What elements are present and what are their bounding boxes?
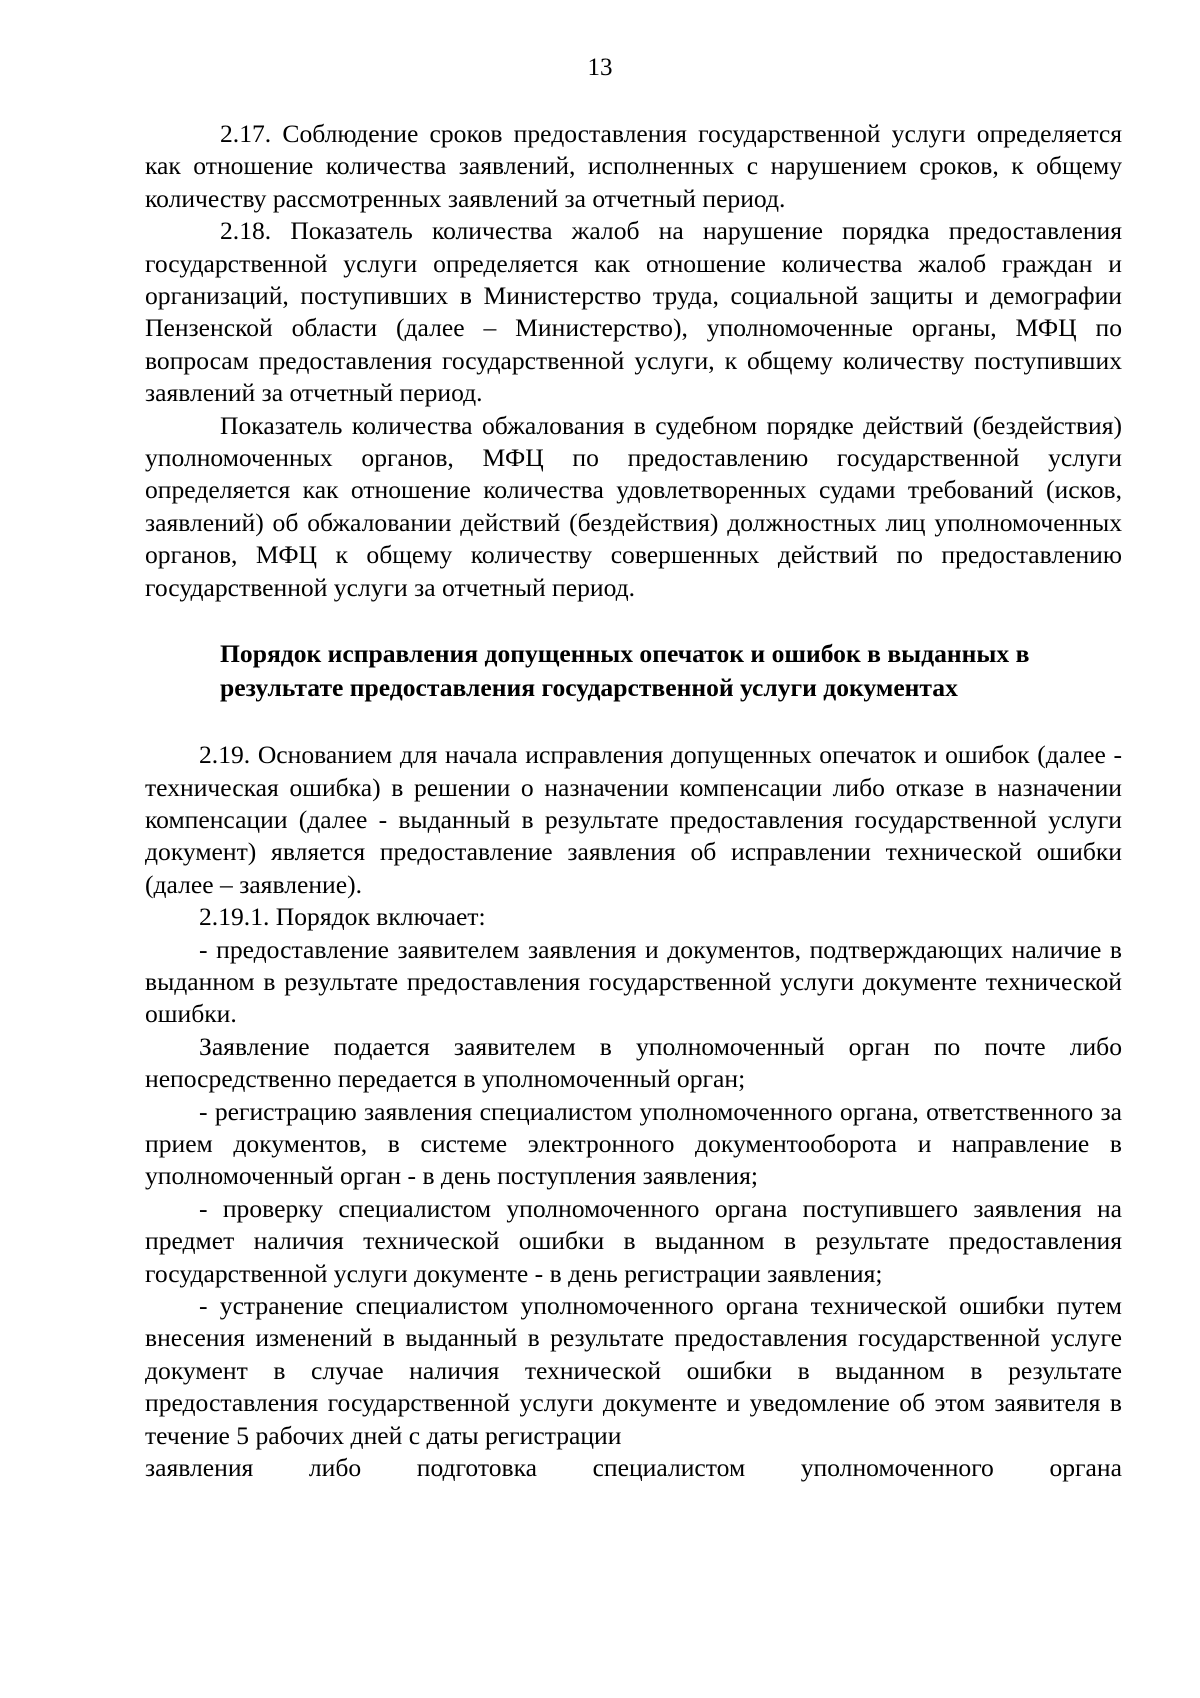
continued-word: специалистом xyxy=(592,1453,746,1483)
paragraph-submission-method: Заявление подается заявителем в уполномоченный орган по почте либо непосредственно передается в уполномоченный орган; xyxy=(145,1031,1122,1094)
page-number: 13 xyxy=(587,54,613,81)
continued-word: органа xyxy=(1049,1453,1122,1483)
continued-line xyxy=(145,1452,1122,1484)
paragraph-2-17: 2.17. Соблюдение сроков предоставления государственной услуги определяется как отношение количества заявлений, исполненных с нарушением сроков, к общему количеству рассмотренных заявлений за отчетный период. xyxy=(145,119,1122,213)
paragraph-2-19-1: 2.19.1. Порядок включает: xyxy=(199,902,486,932)
list-item-verification: - проверку специалистом уполномоченного органа поступившего заявления на предмет наличия технической ошибки в выданном в результате предоставления государственной услуги документе - в день регистрации заявления; xyxy=(145,1193,1122,1288)
continued-word: либо xyxy=(308,1453,362,1483)
section-heading-line-1: Порядок исправления допущенных опечаток и ошибок в выданных в xyxy=(220,639,1030,669)
paragraph-court-appeals: Показатель количества обжалования в судебном порядке действий (бездействия) уполномоченных органов, МФЦ по предоставлению государственной услуги определяется как отношение количества удовлетворенных судами требований (исков, заявлений) об обжаловании действий (бездействия) должностных лиц уполномоченных органов, МФЦ к общему количеству совершенных действий по предоставлению государственной услуги за отчетный период. xyxy=(145,410,1122,602)
continued-word: уполномоченного xyxy=(800,1453,994,1483)
list-item-submission: - предоставление заявителем заявления и документов, подтверждающих наличие в выданном в результате предоставления государственной услуги документе технической ошибки. xyxy=(145,934,1122,1029)
section-heading-line-2: результате предоставления государственной услуги документах xyxy=(220,673,958,703)
list-item-registration: - регистрацию заявления специалистом уполномоченного органа, ответственного за прием документов, в системе электронного документооборота и направление в уполномоченный орган - в день поступления заявления; xyxy=(145,1096,1122,1191)
paragraph-2-18: 2.18. Показатель количества жалоб на нарушение порядка предоставления государственной услуги определяется как отношение количества жалоб граждан и организаций, поступивших в Министерство труда, социальной защиты и демографии Пензенской области (далее – Министерство), уполномоченные органы, МФЦ по вопросам предоставления государственной услуги, к общему количеству поступивших заявлений за отчетный период. xyxy=(145,216,1122,408)
paragraph-2-19: 2.19. Основанием для начала исправления допущенных опечаток и ошибок (далее - техническая ошибка) в решении о назначении компенсации либо отказе в назначении компенсации (далее - выданный в результате предоставления государственной услуги документ) является предоставление заявления об исправлении технической ошибки (далее – заявление). xyxy=(145,740,1122,899)
continued-word: заявления xyxy=(145,1453,254,1483)
document-body xyxy=(145,118,1122,1484)
section-heading xyxy=(145,637,1122,705)
continued-word: подготовка xyxy=(416,1453,537,1483)
list-item-correction: - устранение специалистом уполномоченного органа технической ошибки путем внесения изменений в выданный в результате предоставления государственной услуге документ в случае наличия технической ошибки в выданном в результате предоставления государственной услуги документе и уведомление об этом заявителя в течение 5 рабочих дней с даты регистрации xyxy=(145,1291,1122,1450)
